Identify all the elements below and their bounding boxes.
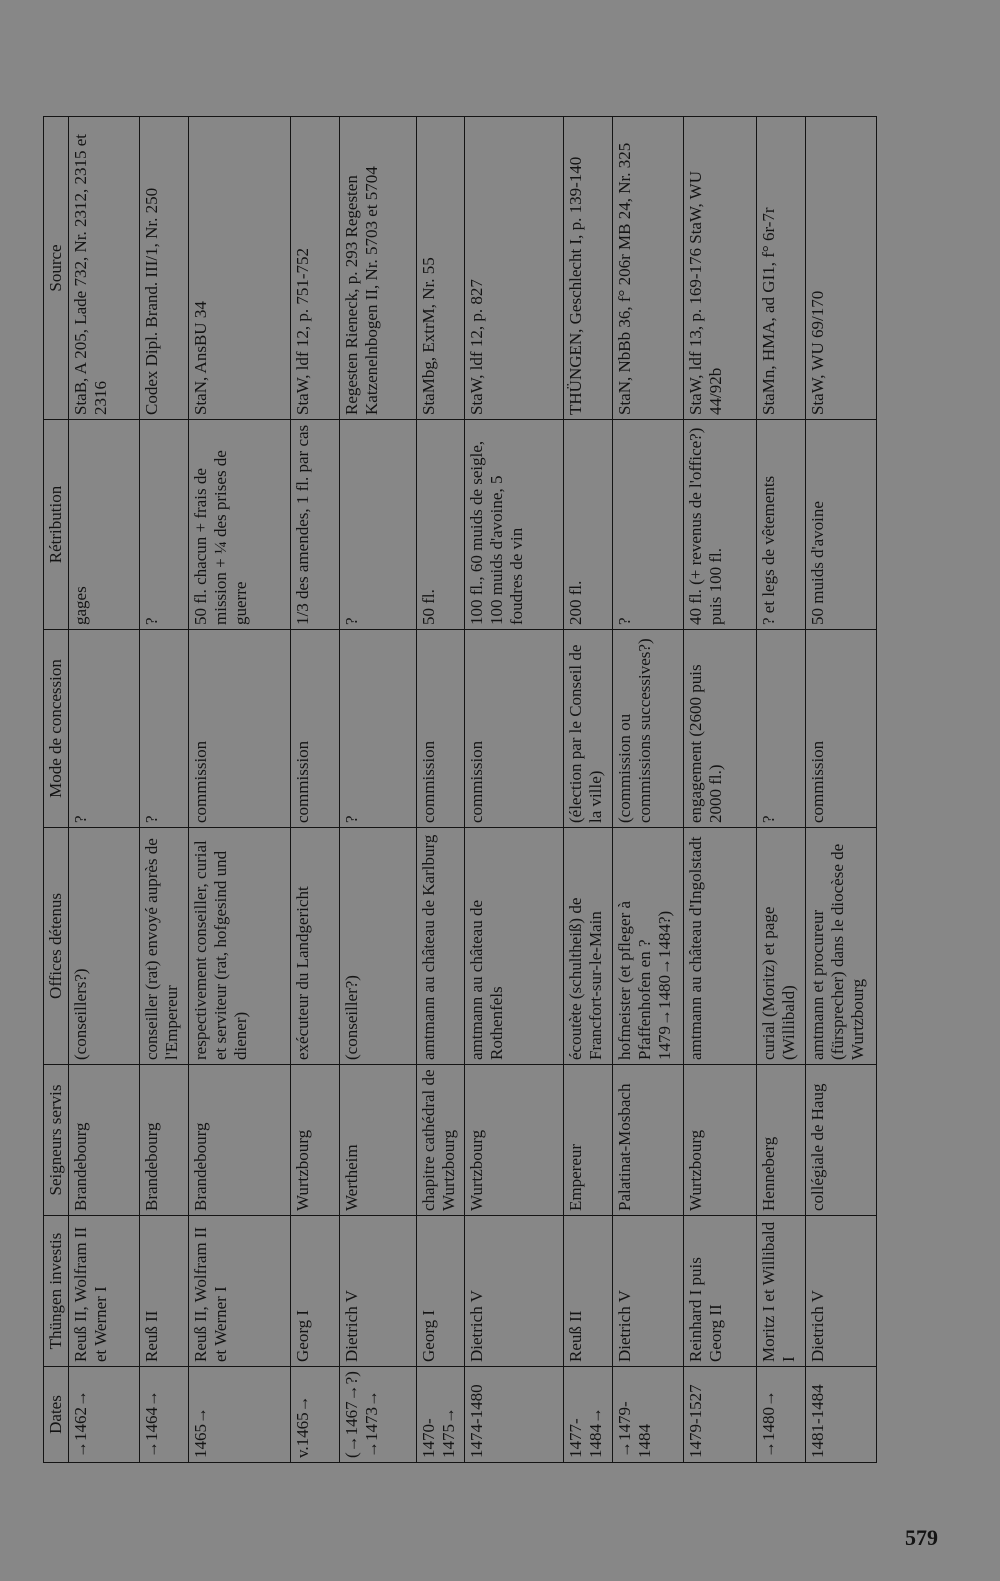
cell-mode: ? — [69, 630, 140, 828]
table-header-row — [44, 117, 69, 1463]
cell-source: StaW, WU 69/170 — [806, 117, 877, 420]
cell-thungen: Reuß II — [139, 1216, 189, 1367]
cell-dates: →1479-1484 — [613, 1367, 684, 1463]
cell-seigneurs: Wurtzbourg — [684, 1065, 757, 1216]
header-seigneurs: Seigneurs servis — [44, 1065, 69, 1216]
header-dates: Dates — [44, 1367, 69, 1463]
cell-thungen: Dietrich V — [465, 1216, 564, 1367]
cell-offices: hofmeister (et pfleger à Pfaffenhofen en ?1479→1480→1484?) — [613, 828, 684, 1065]
cell-thungen: Dietrich V — [806, 1216, 877, 1367]
cell-offices: écoutète (schultheiß) de Francfort-sur-le-Main — [563, 828, 613, 1065]
cell-thungen: Reuß II — [563, 1216, 613, 1367]
cell-offices: amtmann au château d'Ingolstadt — [684, 828, 757, 1065]
cell-source: StaB, A 205, Lade 732, Nr. 2312, 2315 et 2316 — [69, 117, 140, 420]
cell-mode: commission — [189, 630, 291, 828]
cell-retribution: 50 fl. — [417, 420, 465, 630]
cell-thungen: Georg I — [417, 1216, 465, 1367]
cell-dates: →1464→ — [139, 1367, 189, 1463]
cell-mode: (commission ou commissions successives?) — [613, 630, 684, 828]
cell-dates: v.1465→ — [290, 1367, 339, 1463]
cell-seigneurs: Brandebourg — [69, 1065, 140, 1216]
cell-seigneurs: Brandebourg — [139, 1065, 189, 1216]
cell-retribution: 50 fl. chacun + frais de mission + ¼ des prises de guerre — [189, 420, 291, 630]
cell-offices: curial (Moritz) et page (Willibald) — [756, 828, 806, 1065]
cell-source: StaW, ldf 12, p. 827 — [465, 117, 564, 420]
table-row — [756, 117, 806, 1463]
header-mode: Mode de concession — [44, 630, 69, 828]
cell-source: StaMn, HMA, ad GI1, f° 6r-7r — [756, 117, 806, 420]
cell-offices: (conseillers?) — [69, 828, 140, 1065]
cell-seigneurs: Henneberg — [756, 1065, 806, 1216]
cell-mode: ? — [756, 630, 806, 828]
offices-table — [43, 116, 877, 1463]
cell-dates: 1479-1527 — [684, 1367, 757, 1463]
table-row — [339, 117, 417, 1463]
table-row — [139, 117, 189, 1463]
cell-seigneurs: collégiale de Haug — [806, 1065, 877, 1216]
cell-dates: 1470-1475→ — [417, 1367, 465, 1463]
cell-mode: commission — [806, 630, 877, 828]
header-retribution: Rétribution — [44, 420, 69, 630]
cell-offices: conseiller (rat) envoyé auprès de l'Empereur — [139, 828, 189, 1065]
cell-dates: 1474-1480 — [465, 1367, 564, 1463]
table-row — [806, 117, 877, 1463]
cell-thungen: Moritz I et Willibald I — [756, 1216, 806, 1367]
cell-source: StaMbg, ExtrM, Nr. 55 — [417, 117, 465, 420]
cell-seigneurs: Brandebourg — [189, 1065, 291, 1216]
cell-mode: engagement (2600 puis 2000 fl.) — [684, 630, 757, 828]
cell-thungen: Georg I — [290, 1216, 339, 1367]
cell-seigneurs: Wurtzbourg — [465, 1065, 564, 1216]
cell-mode: (élection par le Conseil de la ville) — [563, 630, 613, 828]
header-offices: Offices détenus — [44, 828, 69, 1065]
cell-offices: amtmann et procureur (fürsprecher) dans le diocèse de Wurtzbourg — [806, 828, 877, 1065]
header-thungen: Thüngen investis — [44, 1216, 69, 1367]
cell-offices: exécuteur du Landgericht — [290, 828, 339, 1065]
cell-dates: →1462→ — [69, 1367, 140, 1463]
cell-source: StaW, ldf 12, p. 751-752 — [290, 117, 339, 420]
table-row — [290, 117, 339, 1463]
cell-seigneurs: Empereur — [563, 1065, 613, 1216]
cell-dates: (→1467→?) →1473→ — [339, 1367, 417, 1463]
cell-offices: (conseiller?) — [339, 828, 417, 1065]
cell-retribution: ? — [613, 420, 684, 630]
header-source: Source — [44, 117, 69, 420]
cell-mode: ? — [139, 630, 189, 828]
cell-source: Regesten Rieneck, p. 293 Regesten Katzenelnbogen II, Nr. 5703 et 5704 — [339, 117, 417, 420]
cell-retribution: 200 fl. — [563, 420, 613, 630]
table-row — [684, 117, 757, 1463]
cell-seigneurs: chapitre cathédral de Wurtzbourg — [417, 1065, 465, 1216]
cell-source: StaN, AnsBU 34 — [189, 117, 291, 420]
cell-offices: respectivement conseiller, curial et serviteur (rat, hofgesind und diener) — [189, 828, 291, 1065]
page-number: 579 — [905, 1525, 938, 1550]
table-row — [613, 117, 684, 1463]
cell-dates: →1480→ — [756, 1367, 806, 1463]
table-row — [563, 117, 613, 1463]
cell-mode: commission — [465, 630, 564, 828]
cell-seigneurs: Wurtzbourg — [290, 1065, 339, 1216]
cell-source: StaW, ldf 13, p. 169-176 StaW, WU 44/92b — [684, 117, 757, 420]
cell-retribution: gages — [69, 420, 140, 630]
cell-seigneurs: Palatinat-Mosbach — [613, 1065, 684, 1216]
cell-retribution: ? — [139, 420, 189, 630]
cell-thungen: Reuß II, Wolfram II et Werner I — [189, 1216, 291, 1367]
cell-retribution: ? — [339, 420, 417, 630]
cell-retribution: 40 fl. (+ revenus de l'office?) puis 100 fl. — [684, 420, 757, 630]
cell-thungen: Reinhard I puis Georg II — [684, 1216, 757, 1367]
cell-dates: 1477-1484→ — [563, 1367, 613, 1463]
cell-dates: 1481-1484 — [806, 1367, 877, 1463]
cell-retribution: 1/3 des amendes, 1 fl. par cas — [290, 420, 339, 630]
cell-thungen: Dietrich V — [613, 1216, 684, 1367]
table-row — [417, 117, 465, 1463]
cell-source: THÜNGEN, Geschlecht I, p. 139-140 — [563, 117, 613, 420]
cell-mode: commission — [290, 630, 339, 828]
cell-retribution: ? et legs de vêtements — [756, 420, 806, 630]
cell-source: Codex Dipl. Brand. III/1, Nr. 250 — [139, 117, 189, 420]
cell-thungen: Dietrich V — [339, 1216, 417, 1367]
cell-offices: amtmann au château de Rothenfels — [465, 828, 564, 1065]
cell-dates: 1465→ — [189, 1367, 291, 1463]
table-row — [69, 117, 140, 1463]
cell-seigneurs: Wertheim — [339, 1065, 417, 1216]
cell-source: StaN, NbBb 36, f° 206r MB 24, Nr. 325 — [613, 117, 684, 420]
cell-offices: amtmann au château de Karlburg — [417, 828, 465, 1065]
cell-retribution: 50 muids d'avoine — [806, 420, 877, 630]
cell-mode: commission — [417, 630, 465, 828]
table-row — [189, 117, 291, 1463]
cell-retribution: 100 fl., 60 muids de seigle, 100 muids d'avoine, 5 foudres de vin — [465, 420, 564, 630]
rotated-table-container — [43, 117, 877, 1463]
cell-thungen: Reuß II, Wolfram II et Werner I — [69, 1216, 140, 1367]
table-row — [465, 117, 564, 1463]
cell-mode: ? — [339, 630, 417, 828]
